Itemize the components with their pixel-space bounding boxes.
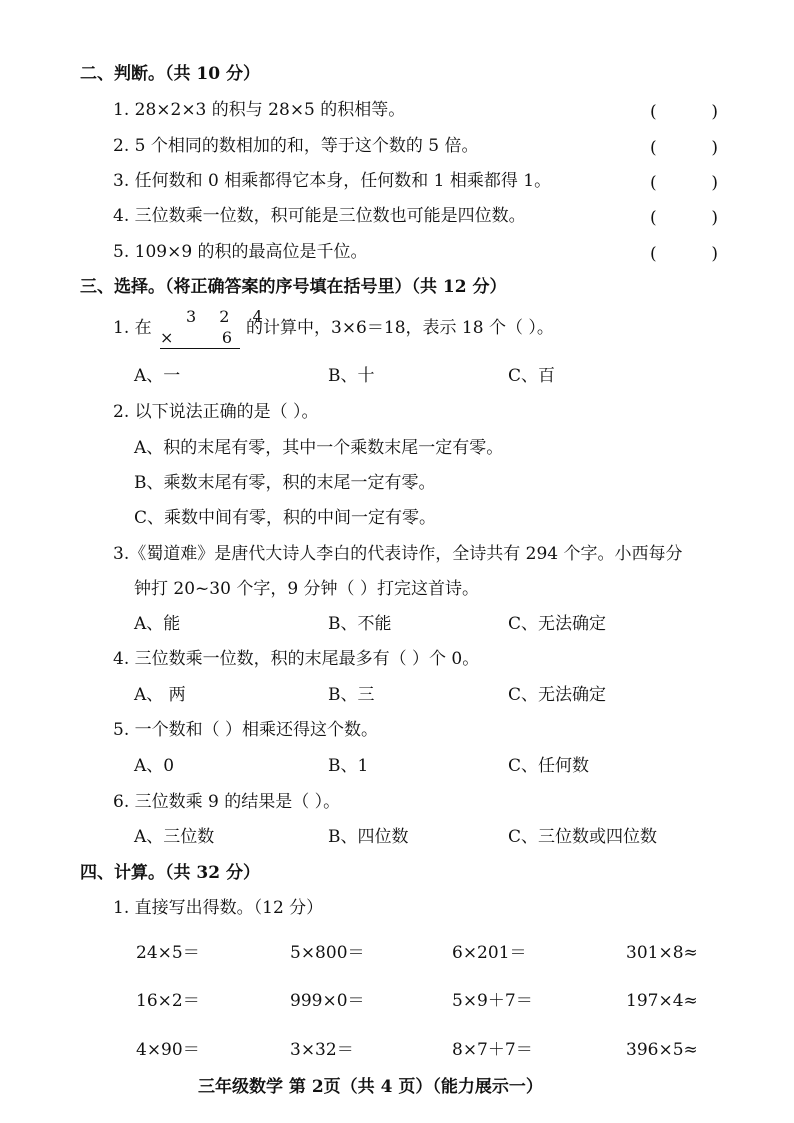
calc-r2-c2: 999×0＝ (290, 991, 365, 1011)
judge-item-2: 2. 5 个相同的数相加的和，等于这个数的 5 倍。 (113, 136, 479, 156)
calc-r1-c2: 5×800＝ (290, 943, 365, 963)
calc-r3-c3: 8×7＋7＝ (452, 1040, 533, 1060)
choice-q3-line1: 3.《蜀道难》是唐代大诗人李白的代表诗作，全诗共有 294 个字。小西每分 (113, 544, 683, 564)
paren-open: ( (650, 138, 657, 158)
choice-q6: 6. 三位数乘 9 的结果是（ ）。 (113, 792, 341, 812)
section-3-title: 三、选择。（将正确答案的序号填在括号里）（共 12 分） (80, 277, 507, 297)
q5-option-b[interactable]: B、1 (328, 756, 369, 776)
q4-option-a[interactable]: A、 两 (134, 685, 186, 705)
q4-option-b[interactable]: B、三 (328, 685, 375, 705)
calc-r2-c1: 16×2＝ (136, 991, 200, 1011)
q5-option-a[interactable]: A、0 (134, 756, 175, 776)
paren-close: ) (711, 208, 718, 228)
calc-r2-c3: 5×9＋7＝ (452, 991, 533, 1011)
answer-parens-3[interactable] (650, 173, 718, 193)
judge-item-3: 3. 任何数和 0 相乘都得它本身，任何数和 1 相乘都得 1。 (113, 171, 552, 191)
multiply-sign: × (160, 328, 174, 347)
choice-q3-line2: 钟打 20~30 个字，9 分钟（ ）打完这首诗。 (134, 579, 479, 599)
paren-open: ( (650, 208, 657, 228)
q4-option-c[interactable]: C、无法确定 (508, 685, 607, 705)
q3-option-a[interactable]: A、能 (134, 614, 181, 634)
answer-parens-4[interactable] (650, 208, 718, 228)
calc-r3-c1: 4×90＝ (136, 1040, 200, 1060)
judge-item-1: 1. 28×2×3 的积与 28×5 的积相等。 (113, 100, 406, 120)
q5-option-c[interactable]: C、任何数 (508, 756, 590, 776)
paren-close: ) (711, 138, 718, 158)
q2-option-a[interactable]: A、积的末尾有零，其中一个乘数末尾一定有零。 (134, 438, 504, 458)
section-4-title: 四、计算。（共 32 分） (80, 863, 260, 883)
q6-option-b[interactable]: B、四位数 (328, 827, 409, 847)
judge-item-5: 5. 109×9 的积的最高位是千位。 (113, 242, 368, 262)
paren-close: ) (711, 173, 718, 193)
paren-close: ) (711, 244, 718, 264)
vertical-multiplier-line (160, 328, 240, 349)
paren-close: ) (711, 102, 718, 122)
q1-option-a[interactable]: A、一 (134, 366, 181, 386)
q1-option-c[interactable]: C、百 (508, 366, 556, 386)
choice-q4: 4. 三位数乘一位数，积的末尾最多有（ ）个 0。 (113, 649, 480, 669)
calc-r3-c2: 3×32＝ (290, 1040, 354, 1060)
q3-option-c[interactable]: C、无法确定 (508, 614, 607, 634)
choice-q2: 2. 以下说法正确的是（ ）。 (113, 402, 319, 422)
calc-r1-c1: 24×5＝ (136, 943, 200, 963)
paren-open: ( (650, 173, 657, 193)
choice-q5: 5. 一个数和（ ）相乘还得这个数。 (113, 720, 379, 740)
calc-r1-c3: 6×201＝ (452, 943, 527, 963)
answer-parens-2[interactable] (650, 138, 718, 158)
vertical-multiplier: 6 (221, 328, 232, 347)
calc-r3-c4: 396×5≈ (626, 1040, 698, 1060)
q6-option-a[interactable]: A、三位数 (134, 827, 215, 847)
q1-option-b[interactable]: B、十 (328, 366, 375, 386)
section-2-title: 二、判断。（共 10 分） (80, 64, 260, 84)
q2-option-c[interactable]: C、乘数中间有零，积的中间一定有零。 (134, 508, 437, 528)
q3-option-b[interactable]: B、不能 (328, 614, 392, 634)
paren-open: ( (650, 102, 657, 122)
calc-q1-title: 1. 直接写出得数。（12 分） (113, 898, 324, 918)
answer-parens-1[interactable] (650, 102, 718, 122)
q2-option-b[interactable]: B、乘数末尾有零，积的末尾一定有零。 (134, 473, 436, 493)
vertical-multiplicand: 3 2 4 (186, 307, 272, 326)
page-footer: 三年级数学 第 2页（共 4 页）（能力展示一） (198, 1077, 543, 1097)
choice-q1-prefix: 1. 在 (113, 318, 152, 338)
judge-item-4: 4. 三位数乘一位数，积可能是三位数也可能是四位数。 (113, 206, 526, 226)
calc-r2-c4: 197×4≈ (626, 991, 698, 1011)
answer-parens-5[interactable] (650, 244, 718, 264)
q6-option-c[interactable]: C、三位数或四位数 (508, 827, 658, 847)
paren-open: ( (650, 244, 657, 264)
calc-r1-c4: 301×8≈ (626, 943, 698, 963)
choice-q1-suffix: 的计算中，3×6＝18，表示 18 个（ ）。 (246, 318, 554, 338)
